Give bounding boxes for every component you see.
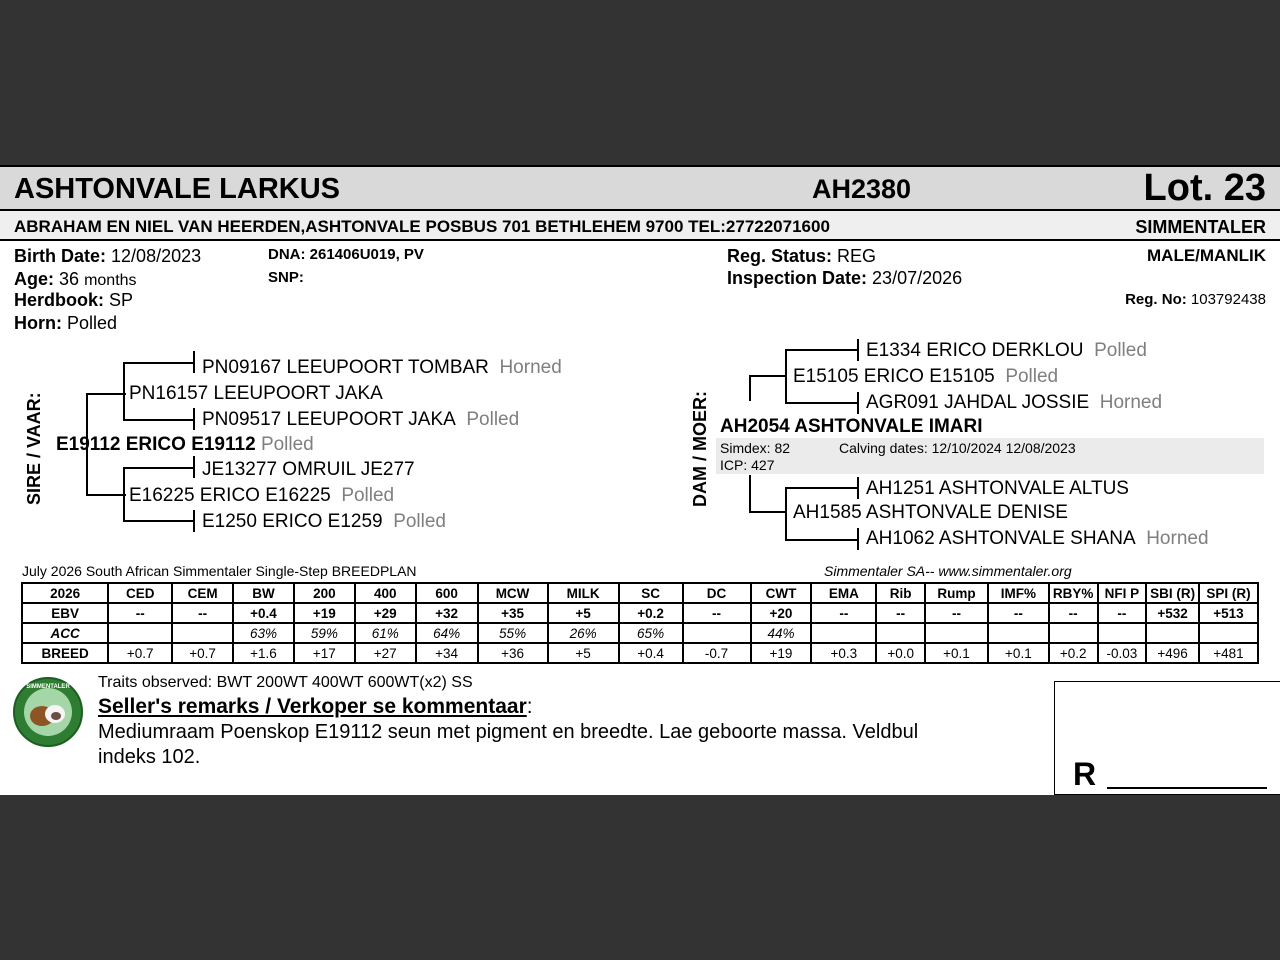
- acc-cell: [108, 623, 172, 643]
- header-cell: SBI (R): [1146, 583, 1199, 603]
- dam-dam: AH1585 ASHTONVALE DENISE: [793, 502, 1068, 523]
- header-cell: 400: [355, 583, 416, 603]
- ebv-cell: --: [811, 603, 876, 623]
- dam-sire-sire: E1334 ERICO DERKLOU Polled: [866, 340, 1147, 361]
- animal-name: ASHTONVALE LARKUS: [14, 173, 340, 205]
- pedigree-line: [785, 487, 787, 541]
- header-cell: IMF%: [988, 583, 1049, 603]
- ebv-cell: +5: [548, 603, 619, 623]
- ebv-cell: --: [1098, 603, 1147, 623]
- breed-cell: +0.7: [108, 643, 172, 663]
- ebv-cell: --: [108, 603, 172, 623]
- ebv-cell: +0.2: [619, 603, 683, 623]
- price-input-line[interactable]: [1107, 787, 1267, 789]
- ebv-cell: --: [683, 603, 751, 623]
- header-cell: SPI (R): [1199, 583, 1258, 603]
- ebv-cell: --: [988, 603, 1049, 623]
- ebv-cell: --: [925, 603, 988, 623]
- ebv-cell: EBV: [22, 603, 108, 623]
- acc-cell: [811, 623, 876, 643]
- breed-cell: +34: [416, 643, 478, 663]
- ebv-header-row: [22, 583, 1258, 603]
- breed-cell: +0.7: [172, 643, 233, 663]
- breed-cell: -0.03: [1098, 643, 1147, 663]
- age: Age: 36 months: [14, 269, 137, 289]
- ebv-cell: --: [876, 603, 925, 623]
- dam: AH2054 ASHTONVALE IMARI: [720, 416, 983, 437]
- price-box: [1054, 681, 1280, 795]
- header-cell: Rib: [876, 583, 925, 603]
- header-cell: 2026: [22, 583, 108, 603]
- acc-cell: [1049, 623, 1098, 643]
- acc-cell: [1146, 623, 1199, 643]
- acc-cell: [172, 623, 233, 643]
- snp-info: SNP:: [268, 269, 304, 286]
- pedigree-line: [785, 402, 859, 404]
- sire-sire-sire: PN09167 LEEUPOORT TOMBAR Horned: [202, 357, 562, 378]
- ebv-cell: --: [1049, 603, 1098, 623]
- pedigree-line: [857, 528, 859, 550]
- pedigree-line: [123, 419, 195, 421]
- breed-cell: -0.7: [683, 643, 751, 663]
- ebv-cell: +29: [355, 603, 416, 623]
- pedigree-line: [123, 467, 195, 469]
- acc-cell: [925, 623, 988, 643]
- header-cell: MILK: [548, 583, 619, 603]
- dam-dam-sire: AH1251 ASHTONVALE ALTUS: [866, 478, 1129, 499]
- acc-cell: 55%: [478, 623, 548, 643]
- breed-cell: +27: [355, 643, 416, 663]
- acc-cell: 63%: [233, 623, 294, 643]
- acc-cell: 44%: [751, 623, 812, 643]
- breed-cell: +36: [478, 643, 548, 663]
- acc-cell: ACC: [22, 623, 108, 643]
- dna-info: DNA: 261406U019, PV: [268, 246, 424, 263]
- header-cell: CED: [108, 583, 172, 603]
- breed-cell: +17: [294, 643, 355, 663]
- ebv-cell: +32: [416, 603, 478, 623]
- ebv-cell: +20: [751, 603, 812, 623]
- pedigree-line: [749, 375, 787, 377]
- logo-text: SIMMENTALER: [26, 684, 70, 690]
- sire-dam-dam: E1250 ERICO E1259 Polled: [202, 511, 447, 532]
- header-cell: NFI P: [1098, 583, 1147, 603]
- pedigree-line: [749, 475, 751, 512]
- pedigree-line: [857, 392, 859, 414]
- breed-cell: +5: [548, 643, 619, 663]
- breed-cell: +19: [751, 643, 812, 663]
- pedigree-line: [749, 375, 751, 401]
- dam-icp: ICP: 427: [720, 457, 775, 473]
- acc-cell: 59%: [294, 623, 355, 643]
- herdbook: Herdbook: SP: [14, 290, 134, 310]
- header-cell: SC: [619, 583, 683, 603]
- horn-status: Horn: Polled: [14, 313, 118, 333]
- header-cell: RBY%: [1049, 583, 1098, 603]
- birth-date: Birth Date: 12/08/2023: [14, 246, 202, 266]
- sex: MALE/MANLIK: [1147, 246, 1266, 265]
- acc-cell: [683, 623, 751, 643]
- acc-cell: 65%: [619, 623, 683, 643]
- breed-name: SIMMENTALER: [1135, 217, 1266, 237]
- breed-cell: +0.3: [811, 643, 876, 663]
- ebv-cell: +532: [1146, 603, 1199, 623]
- header-cell: EMA: [811, 583, 876, 603]
- ebv-cell: +513: [1199, 603, 1258, 623]
- acc-cell: [1199, 623, 1258, 643]
- pedigree-line: [86, 494, 126, 496]
- pedigree-line: [785, 349, 859, 351]
- dam-info-box: [716, 438, 1264, 474]
- pedigree-line: [123, 362, 125, 420]
- pedigree-line: [749, 511, 787, 513]
- breed-cell: BREED: [22, 643, 108, 663]
- acc-cell: [876, 623, 925, 643]
- breed-cell: +481: [1199, 643, 1258, 663]
- dam-label: DAM / MOER:: [690, 391, 710, 507]
- sire-dam: E16225 ERICO E16225 Polled: [129, 485, 395, 506]
- header-cell: Rump: [925, 583, 988, 603]
- dam-calving-dates: Calving dates: 12/10/2024 12/08/2023: [839, 440, 1076, 456]
- reg-status: Reg. Status: REG: [727, 246, 877, 266]
- sire: E19112 ERICO E19112 Polled: [56, 434, 314, 455]
- remarks-line-2: indeks 102.: [98, 746, 201, 768]
- ebv-table: [21, 582, 1259, 664]
- owner-bar: [0, 211, 1280, 241]
- remarks-line-1: Mediumraam Poenskop E19112 seun met pigment en breedte. Lae geboorte massa. Veldbul: [98, 721, 919, 743]
- header-cell: 200: [294, 583, 355, 603]
- pedigree-line: [785, 487, 859, 489]
- pedigree-line: [123, 467, 125, 521]
- inspection-date: Inspection Date: 23/07/2026: [727, 268, 963, 288]
- remarks-heading: Seller's remarks / Verkoper se kommentaar:: [98, 695, 533, 718]
- acc-cell: 64%: [416, 623, 478, 643]
- acc-cell: 26%: [548, 623, 619, 643]
- ebv-row: [22, 603, 1258, 623]
- pedigree-line: [785, 539, 859, 541]
- breedplan-title: July 2026 South African Simmentaler Single-Step BREEDPLAN: [22, 563, 417, 579]
- breed-cell: +0.2: [1049, 643, 1098, 663]
- header-cell: CEM: [172, 583, 233, 603]
- pedigree-line: [86, 393, 126, 395]
- sire-sire-dam: PN09517 LEEUPOORT JAKA Polled: [202, 409, 520, 430]
- sire-dam-sire: JE13277 OMRUIL JE277: [202, 459, 415, 480]
- ebv-cell: +19: [294, 603, 355, 623]
- acc-cell: 61%: [355, 623, 416, 643]
- breed-cell: +0.1: [988, 643, 1049, 663]
- header-cell: MCW: [478, 583, 548, 603]
- acc-cell: [1098, 623, 1147, 643]
- acc-cell: [988, 623, 1049, 643]
- sire-sire: PN16157 LEEUPOORT JAKA: [129, 383, 383, 404]
- ebv-cell: +35: [478, 603, 548, 623]
- reg-number: Reg. No: 103792438: [1125, 291, 1266, 308]
- pedigree-line: [123, 362, 195, 364]
- ebv-cell: --: [172, 603, 233, 623]
- sire-label: SIRE / VAAR:: [24, 392, 44, 505]
- pedigree-line: [193, 408, 195, 430]
- dam-sire: E15105 ERICO E15105 Polled: [793, 366, 1059, 387]
- price-currency: R: [1073, 756, 1097, 792]
- animal-id: AH2380: [812, 174, 912, 204]
- simmentaler-logo-icon: [12, 676, 84, 748]
- pedigree-line: [193, 510, 195, 532]
- dam-sire-dam: AGR091 JAHDAL JOSSIE Horned: [866, 392, 1163, 413]
- dam-dam-dam: AH1062 ASHTONVALE SHANA Horned: [866, 528, 1209, 549]
- header-cell: 600: [416, 583, 478, 603]
- breed-cell: +496: [1146, 643, 1199, 663]
- pedigree-line: [123, 520, 195, 522]
- breed-cell: +0.0: [876, 643, 925, 663]
- header-cell: DC: [683, 583, 751, 603]
- breed-cell: +1.6: [233, 643, 294, 663]
- breed-row: [22, 643, 1258, 663]
- traits-observed: Traits observed: BWT 200WT 400WT 600WT(x2) SS: [98, 674, 473, 691]
- header-cell: CWT: [751, 583, 812, 603]
- title-bar: [0, 165, 1280, 211]
- lot-number: Lot. 23: [1143, 167, 1266, 209]
- acc-row: [22, 623, 1258, 643]
- lot-card: [0, 165, 1280, 795]
- breedplan-source: Simmentaler SA-- www.simmentaler.org: [824, 563, 1072, 579]
- header-cell: BW: [233, 583, 294, 603]
- breed-cell: +0.1: [925, 643, 988, 663]
- owner-details: ABRAHAM EN NIEL VAN HEERDEN,ASHTONVALE POSBUS 701 BETHLEHEM 9700 TEL:27722071600: [14, 217, 830, 236]
- ebv-cell: +0.4: [233, 603, 294, 623]
- dam-simdex: Simdex: 82: [720, 440, 791, 456]
- breed-cell: +0.4: [619, 643, 683, 663]
